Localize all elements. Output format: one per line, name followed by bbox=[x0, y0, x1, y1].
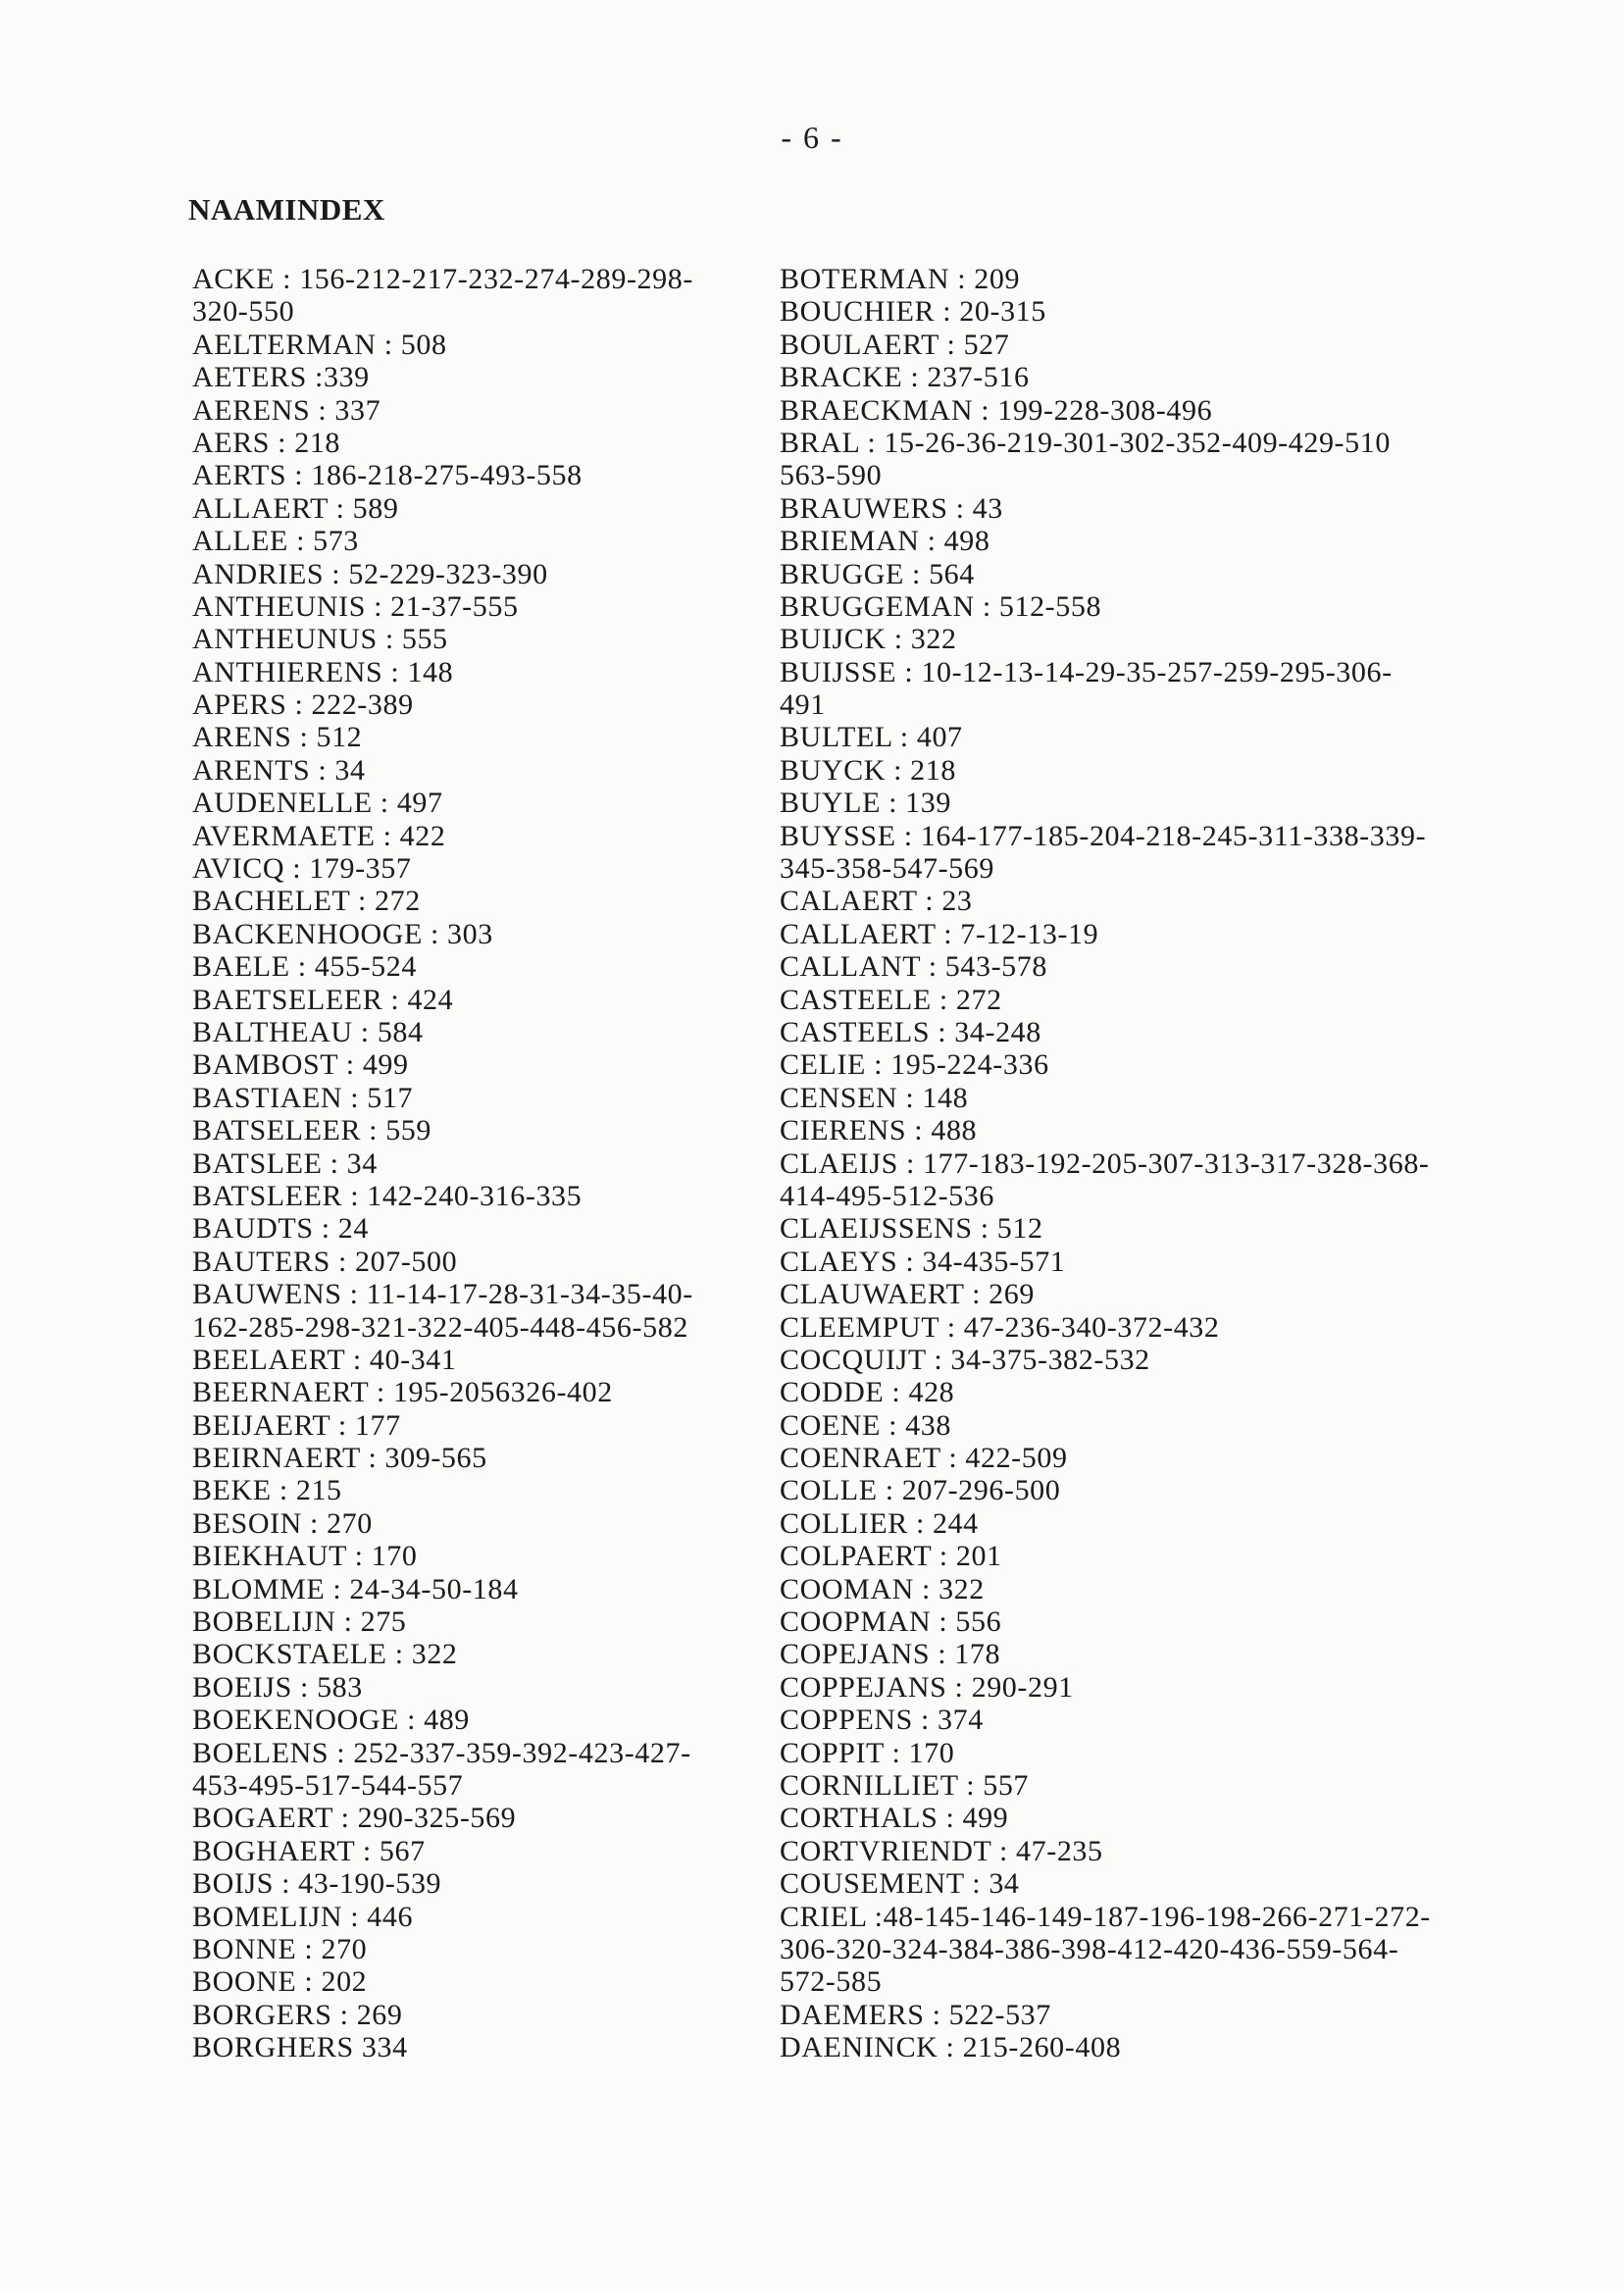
index-entry-line: BOELENS : 252-337-359-392-423-427- bbox=[192, 1736, 691, 1769]
index-entry-line: BOTERMAN : 209 bbox=[780, 263, 1021, 295]
index-entry-line: CLAUWAERT : 269 bbox=[780, 1278, 1035, 1311]
index-entry-line: BATSELEER : 559 bbox=[192, 1114, 432, 1147]
index-entry-line: BOULAERT : 527 bbox=[780, 328, 1010, 361]
index-entry-line: ALLAERT : 589 bbox=[192, 491, 399, 525]
index-entry-line: COCQUIJT : 34-375-382-532 bbox=[780, 1343, 1150, 1376]
index-entry-line: BOEIJS : 583 bbox=[192, 1670, 363, 1704]
index-entry-line: BRIEMAN : 498 bbox=[780, 525, 990, 558]
index-entry-line: COOMAN : 322 bbox=[780, 1572, 985, 1605]
index-entry-line: BUIJSSE : 10-12-13-14-29-35-257-259-295-306- bbox=[780, 655, 1393, 688]
index-entry-line: BACHELET : 272 bbox=[192, 885, 421, 918]
index-entry-line: BOIJS : 43-190-539 bbox=[192, 1867, 442, 1901]
index-entry-line: AERENS : 337 bbox=[192, 393, 381, 427]
index-entry-line: BOGHAERT : 567 bbox=[192, 1834, 426, 1867]
index-entry-line: BEERNAERT : 195-2056326-402 bbox=[192, 1376, 613, 1409]
index-entry-line: CALAERT : 23 bbox=[780, 885, 973, 918]
index-entry-line: COENRAET : 422-509 bbox=[780, 1442, 1068, 1475]
index-entry-line: AELTERMAN : 508 bbox=[192, 328, 447, 361]
index-entry-line: AETERS :339 bbox=[192, 361, 370, 394]
index-entry-line: CALLANT : 543-578 bbox=[780, 950, 1047, 984]
index-entry-line: BEIJAERT : 177 bbox=[192, 1408, 401, 1442]
index-entry-line: 306-320-324-384-386-398-412-420-436-559-564- bbox=[780, 1932, 1399, 1965]
index-entry-line: ARENTS : 34 bbox=[192, 753, 366, 787]
index-entry-line: 563-590 bbox=[780, 459, 883, 492]
index-entry-line: BONNE : 270 bbox=[192, 1932, 368, 1965]
index-entry-line: BESOIN : 270 bbox=[192, 1506, 373, 1540]
index-entry-line: 320-550 bbox=[192, 295, 295, 329]
index-entry-line: BUYSSE : 164-177-185-204-218-245-311-338-339- bbox=[780, 819, 1427, 852]
index-entry-line: CLAEIJS : 177-183-192-205-307-313-317-328-368- bbox=[780, 1146, 1430, 1180]
index-entry-line: CORNILLIET : 557 bbox=[780, 1768, 1030, 1802]
index-entry-line: BAUDTS : 24 bbox=[192, 1212, 369, 1246]
index-entry-line: BRAL : 15-26-36-219-301-302-352-409-429-510 bbox=[780, 426, 1391, 459]
index-entry-line: CLEEMPUT : 47-236-340-372-432 bbox=[780, 1310, 1220, 1344]
index-entry-line: BORGHERS 334 bbox=[192, 2031, 408, 2064]
index-title: NAAMINDEX bbox=[188, 192, 385, 227]
left-index-column bbox=[192, 263, 781, 2063]
index-entry-line: BAUWENS : 11-14-17-28-31-34-35-40- bbox=[192, 1278, 693, 1311]
index-entry-line: ALLEE : 573 bbox=[192, 525, 359, 558]
index-entry-line: BOGAERT : 290-325-569 bbox=[192, 1802, 517, 1835]
index-entry-line: BOCKSTAELE : 322 bbox=[192, 1638, 458, 1671]
index-entry-line: BOMELIJN : 446 bbox=[192, 1900, 414, 1933]
index-entry-line: AVICQ : 179-357 bbox=[192, 852, 412, 886]
index-entry-line: BASTIAEN : 517 bbox=[192, 1081, 414, 1114]
index-entry-line: BULTEL : 407 bbox=[780, 721, 963, 754]
index-entry-line: CIERENS : 488 bbox=[780, 1114, 978, 1147]
index-entry-line: COPPENS : 374 bbox=[780, 1704, 984, 1737]
index-entry-line: COENE : 438 bbox=[780, 1408, 951, 1442]
right-index-column bbox=[780, 263, 1525, 2063]
index-entry-line: BACKENHOOGE : 303 bbox=[192, 917, 493, 950]
index-entry-line: AERS : 218 bbox=[192, 426, 341, 459]
index-entry-line: BRAUWERS : 43 bbox=[780, 491, 1003, 525]
index-entry-line: BRUGGE : 564 bbox=[780, 557, 975, 590]
index-entry-line: CELIE : 195-224-336 bbox=[780, 1048, 1049, 1082]
index-entry-line: APERS : 222-389 bbox=[192, 688, 414, 722]
index-entry-line: BAELE : 455-524 bbox=[192, 950, 417, 984]
index-entry-line: ACKE : 156-212-217-232-274-289-298- bbox=[192, 263, 693, 295]
index-entry-line: BUYCK : 218 bbox=[780, 753, 956, 787]
index-entry-line: BOUCHIER : 20-315 bbox=[780, 295, 1046, 329]
index-entry-line: BLOMME : 24-34-50-184 bbox=[192, 1572, 519, 1605]
index-entry-line: ARENS : 512 bbox=[192, 721, 363, 754]
index-entry-line: BOEKENOOGE : 489 bbox=[192, 1704, 470, 1737]
index-entry-line: DAENINCK : 215-260-408 bbox=[780, 2031, 1122, 2064]
index-entry-line: ANTHIERENS : 148 bbox=[192, 655, 454, 688]
index-entry-line: CASTEELS : 34-248 bbox=[780, 1015, 1041, 1048]
index-entry-line: COOPMAN : 556 bbox=[780, 1605, 1002, 1639]
index-entry-line: AUDENELLE : 497 bbox=[192, 787, 443, 820]
index-entry-line: COPEJANS : 178 bbox=[780, 1638, 1001, 1671]
index-entry-line: CENSEN : 148 bbox=[780, 1081, 969, 1114]
index-entry-line: BIEKHAUT : 170 bbox=[192, 1540, 418, 1573]
index-entry-line: BALTHEAU : 584 bbox=[192, 1015, 424, 1048]
index-entry-line: CALLAERT : 7-12-13-19 bbox=[780, 917, 1099, 950]
index-entry-line: DAEMERS : 522-537 bbox=[780, 1998, 1051, 2031]
index-entry-line: BAETSELEER : 424 bbox=[192, 983, 454, 1016]
index-entry-line: BATSLEE : 34 bbox=[192, 1146, 378, 1180]
index-entry-line: BORGERS : 269 bbox=[192, 1998, 403, 2031]
index-entry-line: AERTS : 186-218-275-493-558 bbox=[192, 459, 583, 492]
index-entry-line: CLAEYS : 34-435-571 bbox=[780, 1245, 1066, 1278]
index-entry-line: BEKE : 215 bbox=[192, 1474, 342, 1507]
index-entry-line: BUIJCK : 322 bbox=[780, 623, 957, 656]
index-entry-line: BRUGGEMAN : 512-558 bbox=[780, 589, 1102, 623]
index-entry-line: 491 bbox=[780, 688, 826, 722]
index-entry-line: CODDE : 428 bbox=[780, 1376, 955, 1409]
index-entry-line: ANTHEUNUS : 555 bbox=[192, 623, 448, 656]
page-number: - 6 - bbox=[781, 120, 843, 155]
index-entry-line: CLAEIJSSENS : 512 bbox=[780, 1212, 1043, 1246]
index-entry-line: 414-495-512-536 bbox=[780, 1179, 994, 1212]
index-entry-line: BEIRNAERT : 309-565 bbox=[192, 1442, 487, 1475]
index-entry-line: CORTHALS : 499 bbox=[780, 1802, 1009, 1835]
index-entry-line: CASTEELE : 272 bbox=[780, 983, 1002, 1016]
index-entry-line: ANDRIES : 52-229-323-390 bbox=[192, 557, 548, 590]
index-entry-line: BUYLE : 139 bbox=[780, 787, 951, 820]
index-entry-line: BRACKE : 237-516 bbox=[780, 361, 1030, 394]
index-entry-line: COLLE : 207-296-500 bbox=[780, 1474, 1061, 1507]
index-entry-line: BAUTERS : 207-500 bbox=[192, 1245, 458, 1278]
index-entry-line: COLLIER : 244 bbox=[780, 1506, 979, 1540]
index-entry-line: BATSLEER : 142-240-316-335 bbox=[192, 1179, 583, 1212]
index-entry-line: CORTVRIENDT : 47-235 bbox=[780, 1834, 1103, 1867]
index-entry-line: COPPEJANS : 290-291 bbox=[780, 1670, 1074, 1704]
index-entry-line: 345-358-547-569 bbox=[780, 852, 994, 886]
index-entry-line: 572-585 bbox=[780, 1965, 883, 1999]
index-entry-line: 453-495-517-544-557 bbox=[192, 1768, 464, 1802]
index-entry-line: CRIEL :48-145-146-149-187-196-198-266-271-272- bbox=[780, 1900, 1431, 1933]
index-entry-line: ANTHEUNIS : 21-37-555 bbox=[192, 589, 519, 623]
index-entry-line: BOONE : 202 bbox=[192, 1965, 368, 1999]
index-entry-line: BOBELIJN : 275 bbox=[192, 1605, 407, 1639]
index-entry-line: COLPAERT : 201 bbox=[780, 1540, 1002, 1573]
index-entry-line: AVERMAETE : 422 bbox=[192, 819, 446, 852]
index-entry-line: COUSEMENT : 34 bbox=[780, 1867, 1020, 1901]
index-entry-line: BEELAERT : 40-341 bbox=[192, 1343, 457, 1376]
index-entry-line: BRAECKMAN : 199-228-308-496 bbox=[780, 393, 1213, 427]
index-entry-line: COPPIT : 170 bbox=[780, 1736, 955, 1769]
index-entry-line: 162-285-298-321-322-405-448-456-582 bbox=[192, 1310, 688, 1344]
index-entry-line: BAMBOST : 499 bbox=[192, 1048, 409, 1082]
